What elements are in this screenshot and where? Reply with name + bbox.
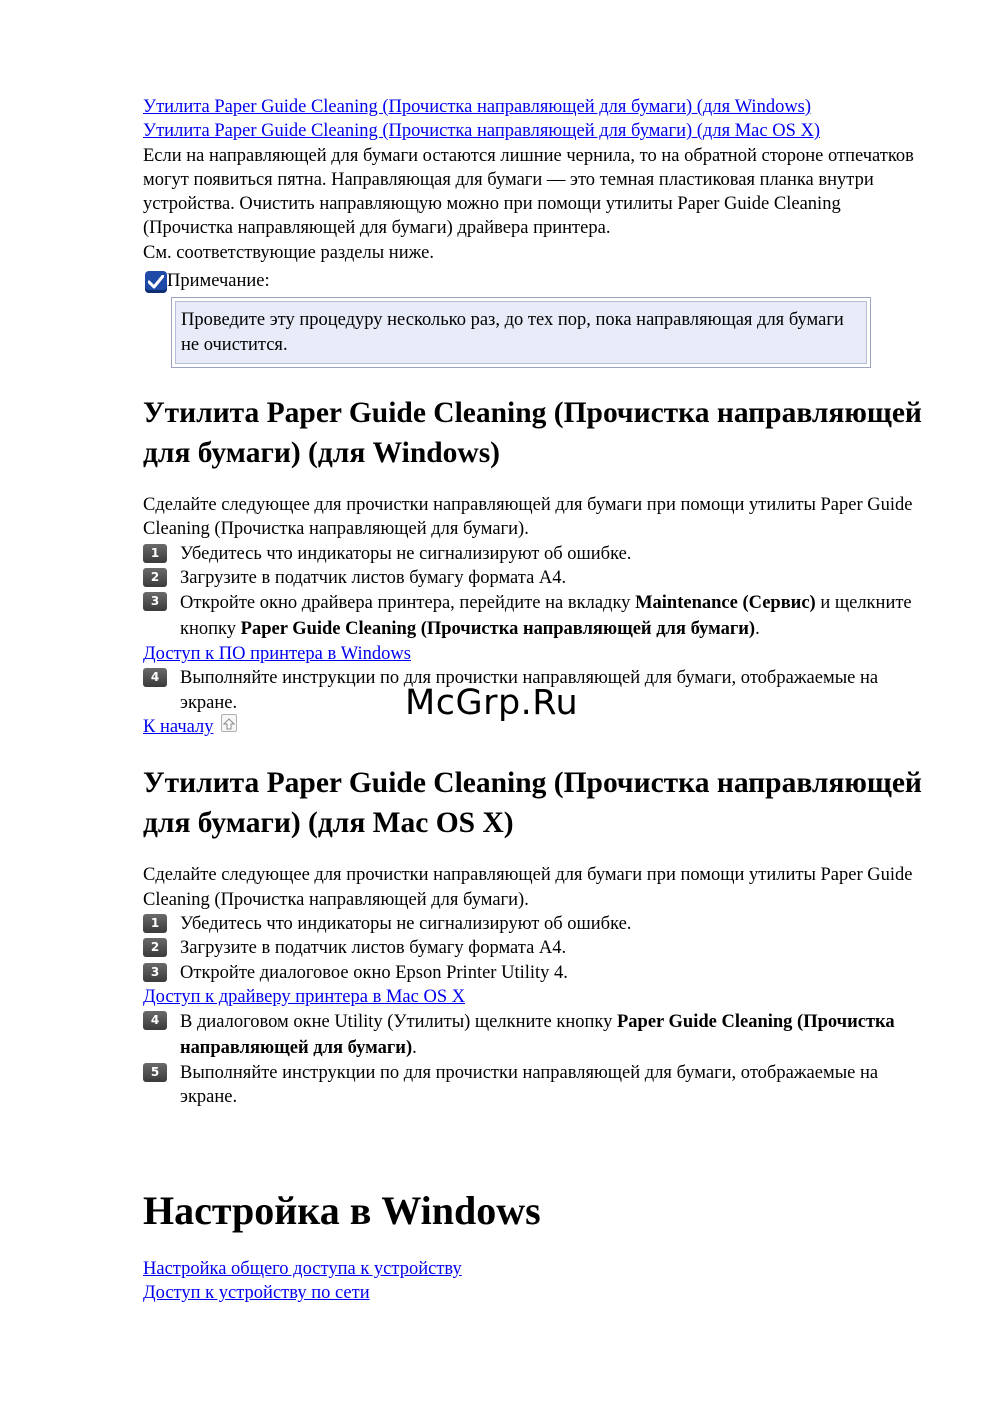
maintenance-tab-name: Maintenance (Сервис) — [635, 593, 816, 614]
mac-step-5 — [143, 1061, 933, 1110]
step-number-badge: 4 — [143, 668, 167, 687]
windows-step-2 — [143, 566, 933, 590]
mac-intro: Сделайте следующее для прочистки направляющей для бумаги при помощи утилиты Paper Guide Cleaning (Прочистка направляющей для бумаги). — [143, 865, 913, 910]
note-label: Примечание: — [167, 271, 270, 292]
paper-guide-cleaning-button-name: Paper Guide Cleaning (Прочистка направляющей для бумаги) — [180, 1012, 895, 1059]
mac-step-3 — [143, 961, 933, 985]
back-to-top-link[interactable]: К началу — [143, 717, 214, 738]
see-below-text: См. соответствующие разделы ниже. — [143, 242, 434, 263]
windows-section-heading: Утилита Paper Guide Cleaning (Прочистка направляющей для бумаги) (для Windows) — [143, 396, 922, 469]
step-text: В диалоговом окне Utility (Утилиты) щелкните кнопку Paper Guide Cleaning (Прочистка направляющей для бумаги). — [180, 1012, 895, 1059]
mac-step-4 — [143, 1009, 933, 1061]
link-mac-utility[interactable]: Утилита Paper Guide Cleaning (Прочистка направляющей для бумаги) (для Mac OS X) — [143, 121, 821, 142]
step-text: Загрузите в податчик листов бумагу формата A4. — [180, 938, 567, 959]
note-text: Проведите эту процедуру несколько раз, до тех пор, пока направляющая для бумаги не очистится. — [181, 310, 844, 355]
checkmark-note-icon — [145, 271, 167, 293]
settings-section-heading: Настройка в Windows — [143, 1187, 541, 1233]
link-windows-printer-software[interactable]: Доступ к ПО принтера в Windows — [143, 644, 411, 665]
step-text: Откройте диалоговое окно Epson Printer Utility 4. — [180, 962, 568, 983]
windows-step-1 — [143, 542, 933, 566]
note-header — [143, 269, 933, 293]
step-text: Загрузите в податчик листов бумагу формата A4. — [180, 567, 567, 588]
windows-intro: Сделайте следующее для прочистки направляющей для бумаги при помощи утилиты Paper Guide Cleaning (Прочистка направляющей для бумаги). — [143, 494, 913, 540]
step-text: Убедитесь что индикаторы не сигнализируют об ошибке. — [180, 543, 632, 564]
step-number-badge: 5 — [143, 1063, 167, 1082]
step-text: Выполняйте инструкции по для прочистки направляющей для бумаги, отображаемые на экране. — [180, 668, 879, 713]
step-number-badge: 2 — [143, 568, 167, 587]
arrow-up-icon[interactable] — [221, 714, 237, 732]
watermark: McGrp.Ru — [405, 683, 579, 723]
windows-step-3 — [143, 590, 933, 642]
step-number-badge: 1 — [143, 544, 167, 563]
step-number-badge: 1 — [143, 914, 167, 933]
step-number-badge: 4 — [143, 1011, 167, 1030]
mac-step-1 — [143, 912, 933, 936]
note-box — [171, 297, 871, 368]
mac-step-2 — [143, 936, 933, 960]
step-number-badge: 2 — [143, 938, 167, 957]
intro-paragraph: Если на направляющей для бумаги остаются лишние чернила, то на обратной стороне отпечатков могут появиться пятна. Направляющая для бумаги — это темная пластиковая планка внутри устройства. Очистить направляющую можно при помощи утилиты Paper Guide Cleaning (Прочистка направляющей для бумаги) драйвера принтера. — [143, 145, 914, 239]
step-number-badge: 3 — [143, 963, 167, 982]
step-text: Выполняйте инструкции по для прочистки направляющей для бумаги, отображаемые на экране. — [180, 1063, 879, 1108]
link-sharing-setup[interactable]: Настройка общего доступа к устройству — [143, 1258, 462, 1279]
mac-section-heading: Утилита Paper Guide Cleaning (Прочистка направляющей для бумаги) (для Mac OS X) — [143, 767, 922, 840]
settings-links — [143, 1257, 933, 1306]
link-mac-printer-driver[interactable]: Доступ к драйверу принтера в Mac OS X — [143, 986, 466, 1007]
step-text: Убедитесь что индикаторы не сигнализируют об ошибке. — [180, 913, 632, 934]
paper-guide-cleaning-button-name: Paper Guide Cleaning (Прочистка направляющей для бумаги) — [240, 619, 756, 640]
link-network-access[interactable]: Доступ к устройству по сети — [143, 1283, 370, 1304]
step-number-badge: 3 — [143, 592, 167, 611]
step-text: Откройте окно драйвера принтера, перейдите на вкладку Maintenance (Сервис) и щелкните кнопку Paper Guide Cleaning (Прочистка направляющей для бумаги). — [180, 593, 912, 640]
link-windows-utility[interactable]: Утилита Paper Guide Cleaning (Прочистка направляющей для бумаги) (для Windows) — [143, 97, 812, 117]
